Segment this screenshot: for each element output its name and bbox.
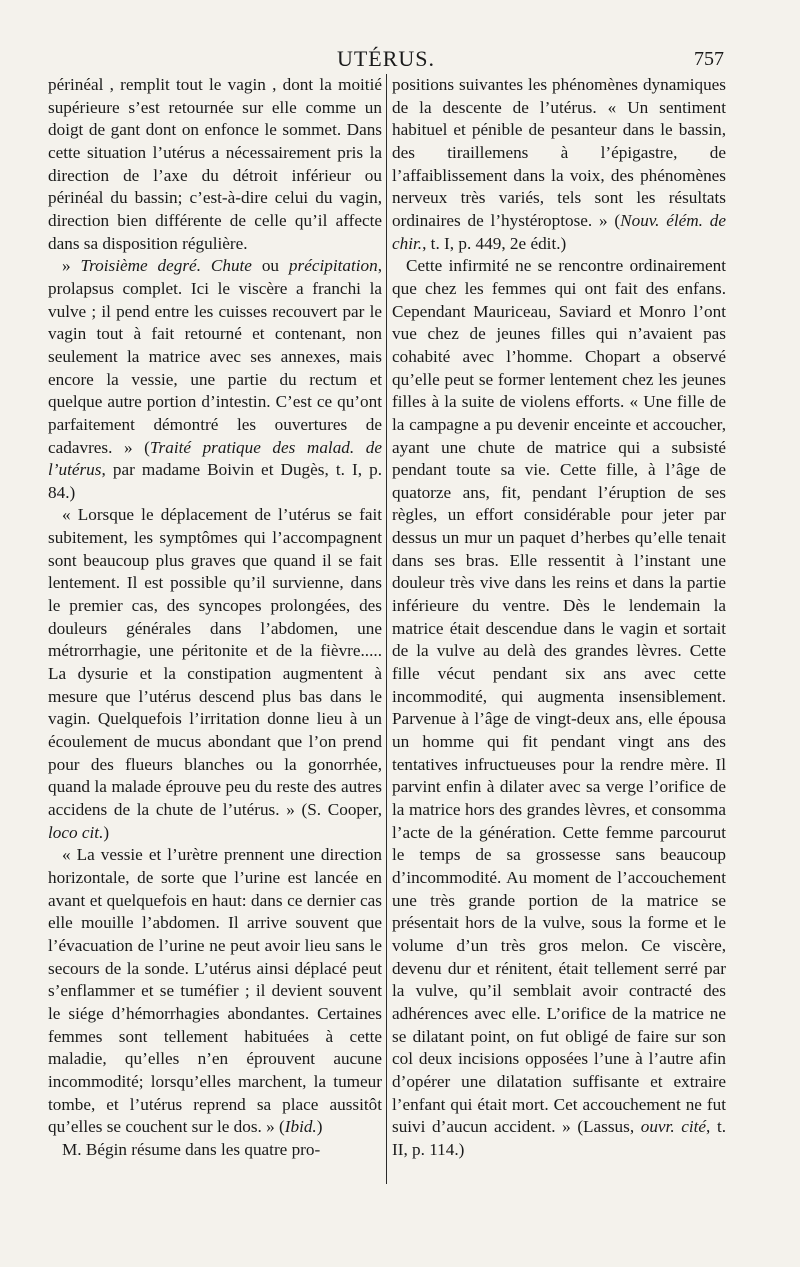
left-paragraph-3 xyxy=(48,504,382,844)
left-paragraph-2 xyxy=(48,255,382,504)
running-head: UTÉRUS. xyxy=(336,46,436,71)
left-p4-text: « La vessie et l’urètre prennent une direction horizontale, de sorte que l’urine est lancée en avant et quelquefois en haut: dans ce dernier cas elle mouille l’abdomen. Il arrive souvent que l’évacuation de l’urine ne peut avoir lieu sans le secours de la sonde. L’utérus ainsi déplacé peut s’enflammer et se tuméfier ; il devient souvent le siége d’hémorrhagies abondantes. Certaines femmes sont tellement habituées à cette maladie, qu’elles n’en éprouvent aucune incommodité; lorsqu’elles marchent, la tumeur tombe, et l’utérus reprend sa place aussitôt qu’elles se couchent sur le dos. » ( xyxy=(48,845,382,1137)
page-header xyxy=(48,46,724,72)
left-p2-italic: Troisième degré. Chute xyxy=(80,256,252,276)
left-p2-ref-italic: Traité pratique des malad. de l’utérus xyxy=(48,437,382,480)
right-column xyxy=(392,74,726,1162)
right-p2-text: Cette infirmité ne se rencontre ordinairement que chez les femmes qui ont fait des enfans. Cependant Mauriceau, Saviard et Monro l’ont vue chez de jeunes filles qui n’avaient pas cohabité avec l’homme. Chopart a observé qu’elle peut se former lentement chez les jeunes filles à la suite de violens efforts. « Une fille de la campagne a pu devenir enceinte et accoucher, ayant une chute de matrice qui a subsisté pendant toute sa vie. Cette fille, à l’âge de quatorze ans, fit, pendant l’éruption de ses règles, un effort considérable pour jeter par dessus un mur un paquet d’herbes qu’elle tenait dans ses bras. Elle ressentit à l’instant une douleur très vive dans les reins et dans la partie inférieure du ventre. Dès le lendemain la matrice était descendue dans le vagin et sortait de la vulve au delà des grandes lèvres. Cette fille vécut pendant six ans avec cette incommodité, qui augmenta insensiblement. Parvenue à l’âge de vingt-deux ans, elle épousa un homme qui fit pendant vingt ans des tentatives infructueuses pour la rendre mère. Il parvint enfin à dilater avec sa verge l’orifice de la matrice hors des grandes lèvres, et consomma l’acte de la génération. Cette femme parcourut le temps de sa grossesse sans beaucoup d’incommodité. Au moment de l’accouchement une très grande portion de la matrice se présentait hors de la vulve, sous la forme et le volume d’un très gros melon. Ce viscère, devenu dur et rénitent, était tellement serré par la vulve, qu’il semblait avoir contracté des adhérences avec elle. L’orifice de la matrice ne se dilatant point, on fut obligé de faire sur son col deux incisions opposées l’une à l’autre afin d’opérer une dilatation suffisante et extraire l’enfant qui était mort. Cet accouchement ne fut suivi d’aucun accident. » (Lassus, xyxy=(392,256,726,1137)
right-p1-end: , t. I, p. 449, 2e édit.) xyxy=(422,233,567,253)
left-p2-italic2: précipitation xyxy=(288,256,378,276)
left-paragraph-1 xyxy=(48,74,382,255)
left-p5-text: M. Bégin résume dans les quatre pro- xyxy=(62,1139,321,1159)
left-p2-text: , prolapsus complet. Ici le viscère a franchi la vulve ; il pend entre les cuisses recouvert par le vagin tout à fait retourné et contenant, non seulement la matrice avec ses annexes, mais encore la vessie, une partie du rectum et quelque autre portion d’intestin. C’est ce qu’ont parfaitement démontré les ouvertures de cadavres. » ( xyxy=(48,256,383,457)
text-columns xyxy=(48,74,727,1194)
left-paragraph-5 xyxy=(48,1139,382,1162)
right-p2-italic: ouvr. cité xyxy=(640,1117,707,1137)
left-p3-italic: loco cit. xyxy=(48,822,104,842)
left-p3-end: ) xyxy=(103,822,110,842)
left-p1-text: périnéal , remplit tout le vagin , dont la moitié supérieure s’est retournée sur elle comme un doigt de gant dont on enfonce le sommet. Dans cette situation l’utérus a nécessairement pris la direction de l’axe du détroit inférieur ou périnéal du bassin; c’est-à-dire celui du vagin, direction bien différente de celle qu’il affecte dans sa disposition régulière. xyxy=(48,75,382,253)
left-p2-open: » xyxy=(62,256,81,276)
column-divider xyxy=(386,74,387,1184)
left-paragraph-4 xyxy=(48,844,382,1139)
left-p3-text: « Lorsque le déplacement de l’utérus se fait subitement, les symptômes qui l’accompagnent sont beaucoup plus graves que quand il se fait lentement. Il est possible qu’il survienne, dans le premier cas, des syncopes prolongées, des douleurs générales dans l’abdomen, une métrorrhagie, une péritonite et de la fièvre..... La dysurie et la constipation augmentent à mesure que l’utérus descend plus bas dans le vagin. Quelquefois l’irritation donne lieu à un écoulement de mucus abondant que l’on prend pour des flueurs blanches ou la gonorrhée, quand la malade éprouve peu du reste des autres accidens de la chute de l’utérus. » (S. Cooper, xyxy=(48,505,382,819)
right-p1-text: positions suivantes les phénomènes dynamiques de la descente de l’utérus. « Un sentiment habituel et pénible de pesanteur dans le bassin, des tiraillemens à l’épigastre, de l’affaiblissement dans la voix, des phénomènes nerveux très variés, tels sont les résultats ordinaires de l’hystéroptose. » ( xyxy=(392,75,726,230)
left-p4-italic: Ibid. xyxy=(284,1117,317,1137)
right-paragraph-1 xyxy=(392,74,726,255)
left-column xyxy=(48,74,382,1162)
right-p2-end: , t. II, p. 114.) xyxy=(392,1117,727,1159)
right-p1-italic: Nouv. élém. de chir. xyxy=(392,210,726,253)
right-paragraph-2 xyxy=(392,255,726,1161)
left-p2-mid: ou xyxy=(251,256,289,276)
left-p4-end: ) xyxy=(316,1117,323,1137)
page-number: 757 xyxy=(694,48,724,70)
left-p2-ref-end: , par madame Boivin et Dugès, t. I, p. 84.) xyxy=(48,460,382,502)
